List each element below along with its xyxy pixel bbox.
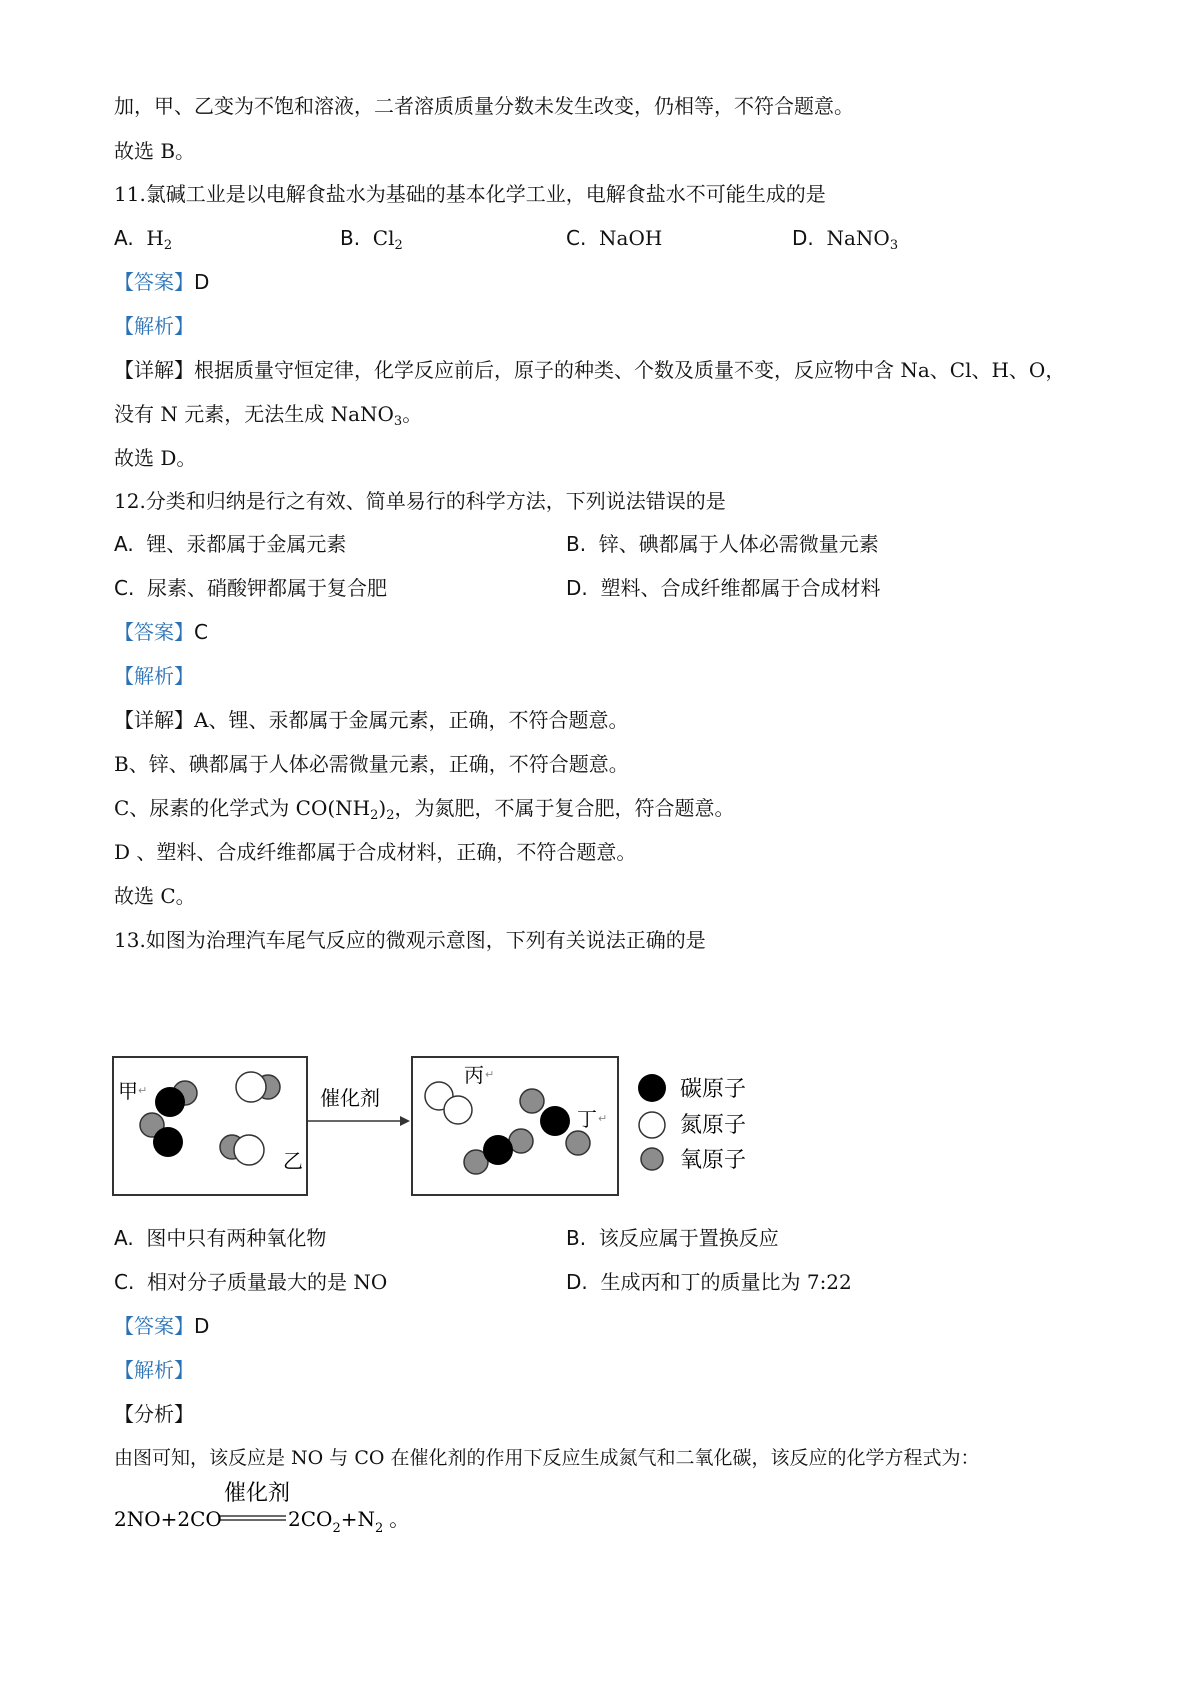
option-letter: D. <box>566 1270 588 1294</box>
catalyst-label: 催化剂 <box>320 1086 380 1110</box>
answer-tag: 【答案】 <box>114 1314 194 1338</box>
q13-option-c <box>114 1268 387 1296</box>
q11-option-c <box>566 224 662 252</box>
q13-analysis-heading: 【分析】 <box>114 1402 194 1426</box>
option-text: H <box>146 226 164 250</box>
legend-carbon-label: 碳原子 <box>680 1077 747 1102</box>
text: 。 <box>402 402 423 426</box>
q12-detail-d: D 、塑料、合成纤维都属于合成材料，正确，不符合题意。 <box>114 840 637 864</box>
answer-tag: 【答案】 <box>114 270 194 294</box>
label-jia: 甲 <box>118 1079 138 1103</box>
chemical-equation <box>112 1476 512 1546</box>
option-text: 锌、碘都属于人体必需微量元素 <box>598 532 879 556</box>
legend-nitrogen-label: 氮原子 <box>680 1113 747 1138</box>
subscript: 3 <box>393 414 403 429</box>
nitrogen-atom <box>444 1096 472 1124</box>
q12-conclusion: 故选 C。 <box>114 884 196 908</box>
option-text: Cl <box>372 226 395 250</box>
subscript: 3 <box>889 238 899 253</box>
option-text: 尿素、硝酸钾都属于复合肥 <box>147 576 388 600</box>
q11-option-d <box>792 224 898 252</box>
option-letter: B. <box>566 1226 587 1250</box>
q13-option-b <box>566 1224 779 1252</box>
legend-nitrogen-icon <box>639 1112 665 1138</box>
return-mark: ↵ <box>598 1112 608 1125</box>
q13-analysis-text: 由图可知，该反应是 NO 与 CO 在催化剂的作用下反应生成氮气和二氧化碳，该反应的化学方程式为： <box>114 1447 980 1469</box>
carbon-atom <box>540 1106 570 1136</box>
q12-detail: 【详解】A、锂、汞都属于金属元素，正确，不符合题意。 <box>114 708 629 732</box>
nitrogen-atom <box>234 1135 264 1165</box>
question-13-stem: 13.如图为治理汽车尾气反应的微观示意图，下列有关说法正确的是 <box>114 928 706 952</box>
arrow-head-icon <box>400 1116 410 1126</box>
option-letter: A. <box>114 226 134 250</box>
option-letter: A. <box>114 1226 134 1250</box>
equation-product-1: 2CO <box>288 1507 333 1531</box>
option-letter: B. <box>566 532 587 556</box>
subscript: 2 <box>163 238 173 253</box>
option-text: 生成丙和丁的质量比为 7:22 <box>600 1270 852 1294</box>
answer-tag: 【答案】 <box>114 620 194 644</box>
answer-value: D <box>194 1314 210 1338</box>
question-12-stem: 12.分类和归纳是行之有效、简单易行的科学方法，下列说法错误的是 <box>114 489 726 513</box>
question-11-stem: 11.氯碱工业是以电解食盐水为基础的基本化学工业，电解食盐水不可能生成的是 <box>114 182 826 206</box>
q13-answer <box>114 1312 1120 1340</box>
option-letter: C. <box>114 1270 135 1294</box>
answer-value: C <box>194 620 208 644</box>
option-letter: D. <box>792 226 814 250</box>
q11-analysis-tag: 【解析】 <box>114 314 194 338</box>
equation-left: 2NO+2CO <box>114 1507 222 1531</box>
q13-option-d <box>566 1268 852 1296</box>
period: 。 <box>389 1507 410 1531</box>
label-bing: 丙 <box>464 1063 484 1087</box>
text-line: 故选 B。 <box>114 139 196 163</box>
text: ，为氮肥，不属于复合肥，符合题意。 <box>394 796 735 820</box>
subscript: 2 <box>332 1521 341 1536</box>
q12-option-b <box>566 530 879 558</box>
option-text: 相对分子质量最大的是 NO <box>147 1270 388 1294</box>
option-letter: A. <box>114 532 134 556</box>
q12-analysis-tag: 【解析】 <box>114 664 194 688</box>
subscript: 2 <box>374 1521 384 1536</box>
option-letter: C. <box>566 226 587 250</box>
equation-condition: 催化剂 <box>224 1481 291 1506</box>
label-ding: 丁 <box>577 1107 597 1131</box>
carbon-atom <box>483 1135 513 1165</box>
option-text: 锂、汞都属于金属元素 <box>146 532 347 556</box>
subscript: 2 <box>370 808 379 823</box>
q11-option-b <box>340 224 403 252</box>
option-text: NaOH <box>599 226 663 250</box>
return-mark: ↵ <box>138 1084 148 1097</box>
carbon-atom <box>155 1087 185 1117</box>
answer-value: D <box>194 270 210 294</box>
reaction-diagram <box>112 1050 832 1200</box>
q12-option-d <box>566 574 880 602</box>
return-mark: ↵ <box>485 1068 495 1081</box>
option-text: 图中只有两种氧化物 <box>146 1226 327 1250</box>
option-letter: C. <box>114 576 135 600</box>
option-text: NaNO <box>826 226 890 250</box>
text: ) <box>378 796 387 820</box>
q11-detail: 【详解】根据质量守恒定律，化学反应前后，原子的种类、个数及质量不变，反应物中含 Na、Cl、H、O， <box>114 358 1066 382</box>
oxygen-atom <box>520 1089 544 1113</box>
q13-option-a <box>114 1224 326 1252</box>
q12-detail-b: B、锌、碘都属于人体必需微量元素，正确，不符合题意。 <box>114 752 629 776</box>
oxygen-atom <box>566 1131 590 1155</box>
equation-product-2: +N <box>340 1507 375 1531</box>
option-letter: B. <box>340 226 361 250</box>
q12-answer <box>114 618 1120 646</box>
nitrogen-atom <box>236 1072 266 1102</box>
legend-oxygen-icon <box>641 1148 663 1170</box>
q11-conclusion: 故选 D。 <box>114 446 197 470</box>
subscript: 2 <box>386 808 395 823</box>
q12-option-a <box>114 530 346 558</box>
q11-answer <box>114 268 1120 296</box>
legend-carbon-icon <box>638 1074 666 1102</box>
label-yi: 乙 <box>283 1149 303 1173</box>
text: 没有 N 元素，无法生成 NaNO <box>114 402 394 426</box>
option-text: 塑料、合成纤维都属于合成材料 <box>600 576 881 600</box>
q11-detail-cont <box>114 400 1120 428</box>
subscript: 2 <box>394 238 403 253</box>
q12-detail-c <box>114 794 1120 822</box>
q12-option-c <box>114 574 387 602</box>
option-letter: D. <box>566 576 588 600</box>
carbon-atom <box>153 1127 183 1157</box>
equation-right <box>288 1507 409 1536</box>
text-line: 加，甲、乙变为不饱和溶液，二者溶质质量分数未发生改变，仍相等，不符合题意。 <box>114 94 854 118</box>
q11-option-a <box>114 224 172 252</box>
q13-analysis-tag: 【解析】 <box>114 1358 194 1382</box>
text: C、尿素的化学式为 CO(NH <box>114 796 371 820</box>
option-text: 该反应属于置换反应 <box>598 1226 779 1250</box>
legend-oxygen-label: 氧原子 <box>680 1148 747 1173</box>
